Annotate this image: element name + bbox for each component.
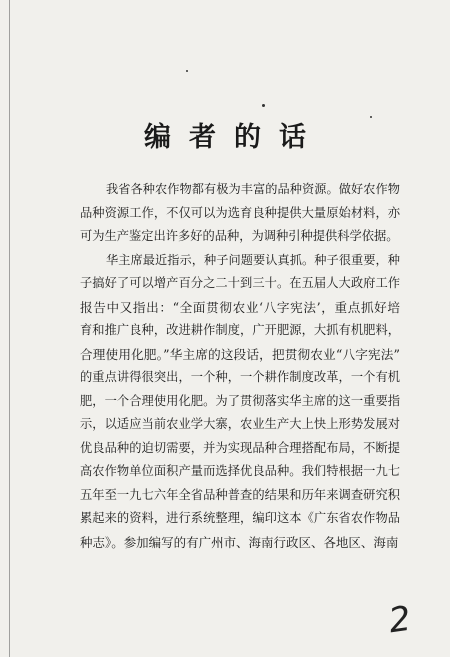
text-line: 子搞好了可以增产百分之二十到三十。在五届人大政府工作 (80, 276, 400, 290)
page-number: 2 (386, 598, 414, 642)
text-line: 品种资源工作，不仅可以为选育良种提供大量原始材料，亦 (80, 205, 400, 220)
text-line: 报告中又指出：“全面贯彻农业‘八字宪法’，重点抓好培 (80, 299, 400, 315)
scan-speck (370, 116, 372, 118)
text-line: 华主席最近指示，种子问题要认真抓。种子很重要，种 (106, 252, 400, 267)
page-title: 编者的话 (144, 122, 324, 153)
text-line: 高农作物单位面积产量而选择优良品种。我们特根据一九七 (80, 464, 400, 478)
text-line: 种志》。参加编写的有广州市、海南行政区、各地区、海南 (80, 534, 399, 550)
text-line: 肥，一个合理使用化肥。为了贯彻落实华主席的这一重要指 (80, 393, 400, 408)
scan-speck (186, 70, 188, 72)
body-text (80, 178, 400, 554)
scan-edge-line (9, 0, 10, 657)
text-line: 五年至一九七六年全省品种普查的结果和历年来调查研究积 (80, 487, 400, 502)
text-line: 合理使用化肥。”华主席的这段话，把贯彻农业“八字宪法” (80, 346, 400, 362)
text-line: 育和推广良种，改进耕作制度，广开肥源，大抓有机肥料， (80, 323, 400, 337)
text-line: 可为生产鉴定出许多好的品种，为调种引种提供科学依据。 (80, 229, 399, 243)
text-line: 我省各种农作物都有极为丰富的品种资源。做好农作物 (106, 182, 400, 196)
text-line: 示，以适应当前农业学大寨，农业生产大上快上形势发展对 (80, 417, 400, 431)
scan-speck (262, 104, 265, 107)
text-line: 的重点讲得很突出，一个种，一个耕作制度改革，一个有机 (80, 370, 400, 384)
text-line: 累起来的资料，进行系统整理，编印这本《广东省农作物品 (80, 511, 400, 525)
text-line: 优良品种的迫切需要，并为实现品种合理搭配布局，不断提 (80, 440, 400, 455)
